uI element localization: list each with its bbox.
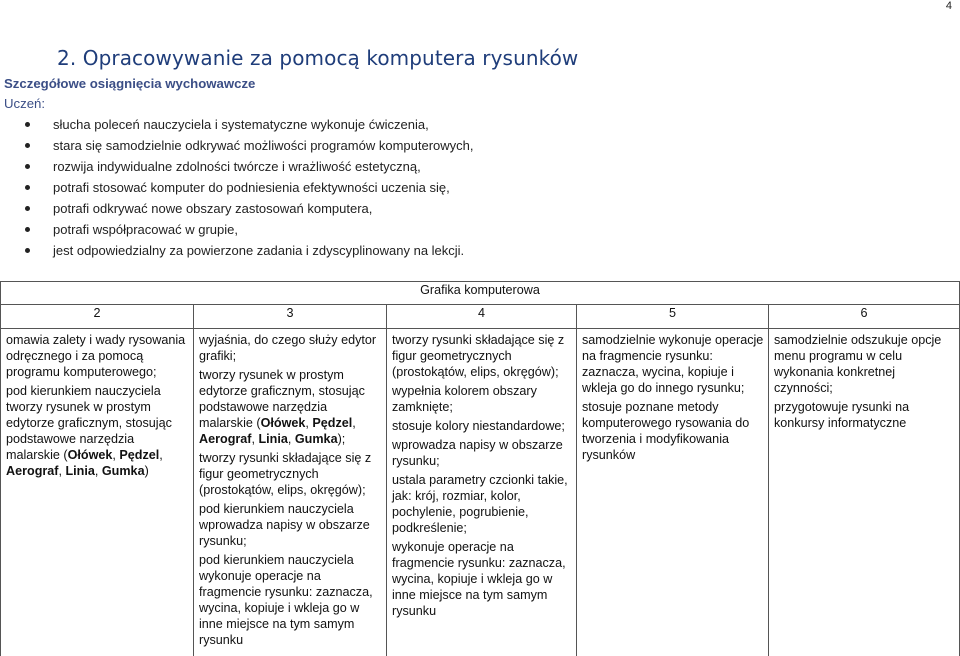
- section-heading: 2. Opracowywanie za pomocą komputera rysunków: [57, 46, 579, 70]
- bullet-icon: [25, 185, 30, 190]
- table-title-row: [1, 282, 960, 305]
- requirement-text: tworzy rysunki składające się z figur geometrycznych (prostokątów, elips, okręgów);: [392, 333, 565, 379]
- goal-text: słucha poleceń nauczyciela i systematyczne wykonuje ćwiczenia,: [53, 117, 429, 132]
- goal-text: jest odpowiedzialny za powierzone zadania i zdyscyplinowany na lekcji.: [53, 243, 465, 258]
- requirement-text: pod kierunkiem nauczyciela tworzy rysunek w prostym edytorze graficznym, stosując podstawowe narzędzia malarskie (Ołówek, Pędzel, Aerograf, Linia, Gumka): [6, 384, 172, 478]
- grade-header-2: 2: [1, 305, 194, 329]
- grade-header-6: 6: [769, 305, 960, 329]
- grade-2-requirements: [1, 329, 194, 656]
- goals-list: [24, 115, 924, 262]
- grade-header-3: 3: [194, 305, 387, 329]
- requirement-text: omawia zalety i wady rysowania odręcznego i za pomocą programu komputerowego;: [6, 333, 186, 379]
- grade-5-requirements: [577, 329, 769, 656]
- requirement-text: stosuje kolory niestandardowe;: [392, 419, 565, 433]
- bullet-icon: [25, 206, 30, 211]
- goal-item: [24, 136, 924, 157]
- goal-item: [24, 241, 924, 262]
- grade-3-requirements: [194, 329, 387, 656]
- goal-item: [24, 157, 924, 178]
- requirement-text: przygotowuje rysunki na konkursy informatyczne: [774, 400, 910, 430]
- goal-item: [24, 178, 924, 199]
- requirement-text: samodzielnie wykonuje operacje na fragmencie rysunku: zaznacza, wycina, kopiuje i wkleja go do innego rysunku;: [582, 333, 764, 395]
- table-title: Grafika komputerowa: [1, 282, 960, 305]
- grade-header-4: 4: [387, 305, 577, 329]
- bullet-icon: [25, 248, 30, 253]
- requirement-text: stosuje poznane metody komputerowego rysowania do tworzenia i modyfikowania rysunków: [582, 400, 750, 462]
- goal-text: potrafi odkrywać nowe obszary zastosowań komputera,: [53, 201, 373, 216]
- goal-text: stara się samodzielnie odkrywać możliwości programów komputerowych,: [53, 138, 474, 153]
- requirement-text: wprowadza napisy w obszarze rysunku;: [392, 438, 563, 468]
- requirement-text: pod kierunkiem nauczyciela wykonuje operacje na fragmencie rysunku: zaznacza, wycina, kopiuje i wkleja go w inne miejsce na tym samym rysunku: [199, 553, 373, 647]
- grade-6-requirements: [769, 329, 960, 656]
- requirements-table: [0, 281, 960, 656]
- goal-text: rozwija indywidualne zdolności twórcze i wrażliwość estetyczną,: [53, 159, 421, 174]
- bullet-icon: [25, 164, 30, 169]
- page-number: 4: [945, 0, 952, 12]
- table-content-row: [1, 329, 960, 656]
- goal-text: potrafi stosować komputer do podniesienia efektywności uczenia się,: [53, 180, 450, 195]
- goal-text: potrafi współpracować w grupie,: [53, 222, 238, 237]
- sub-heading: Szczegółowe osiągnięcia wychowawcze: [4, 76, 256, 91]
- requirement-text: ustala parametry czcionki takie, jak: krój, rozmiar, kolor, pochylenie, pogrubienie, podkreślenie;: [392, 473, 568, 535]
- student-label: Uczeń:: [4, 96, 46, 111]
- requirement-text: samodzielnie odszukuje opcje menu programu w celu wykonania konkretnej czynności;: [774, 333, 942, 395]
- requirement-text: wykonuje operacje na fragmencie rysunku: zaznacza, wycina, kopiuje i wkleja go w inne miejsce na tym samym rysunku: [392, 540, 566, 618]
- grade-header-5: 5: [577, 305, 769, 329]
- bullet-icon: [25, 143, 30, 148]
- requirement-text: pod kierunkiem nauczyciela wprowadza napisy w obszarze rysunku;: [199, 502, 370, 548]
- requirement-text: wyjaśnia, do czego służy edytor grafiki;: [199, 333, 377, 363]
- goal-item: [24, 115, 924, 136]
- bullet-icon: [25, 227, 30, 232]
- goal-item: [24, 199, 924, 220]
- requirement-text: wypełnia kolorem obszary zamknięte;: [392, 384, 537, 414]
- grade-4-requirements: [387, 329, 577, 656]
- requirement-text: tworzy rysunek w prostym edytorze graficznym, stosując podstawowe narzędzia malarskie (Ołówek, Pędzel, Aerograf, Linia, Gumka);: [199, 368, 365, 446]
- table-grade-row: [1, 305, 960, 329]
- goal-item: [24, 220, 924, 241]
- requirement-text: tworzy rysunki składające się z figur geometrycznych (prostokątów, elips, okręgów);: [199, 451, 372, 497]
- bullet-icon: [25, 122, 30, 127]
